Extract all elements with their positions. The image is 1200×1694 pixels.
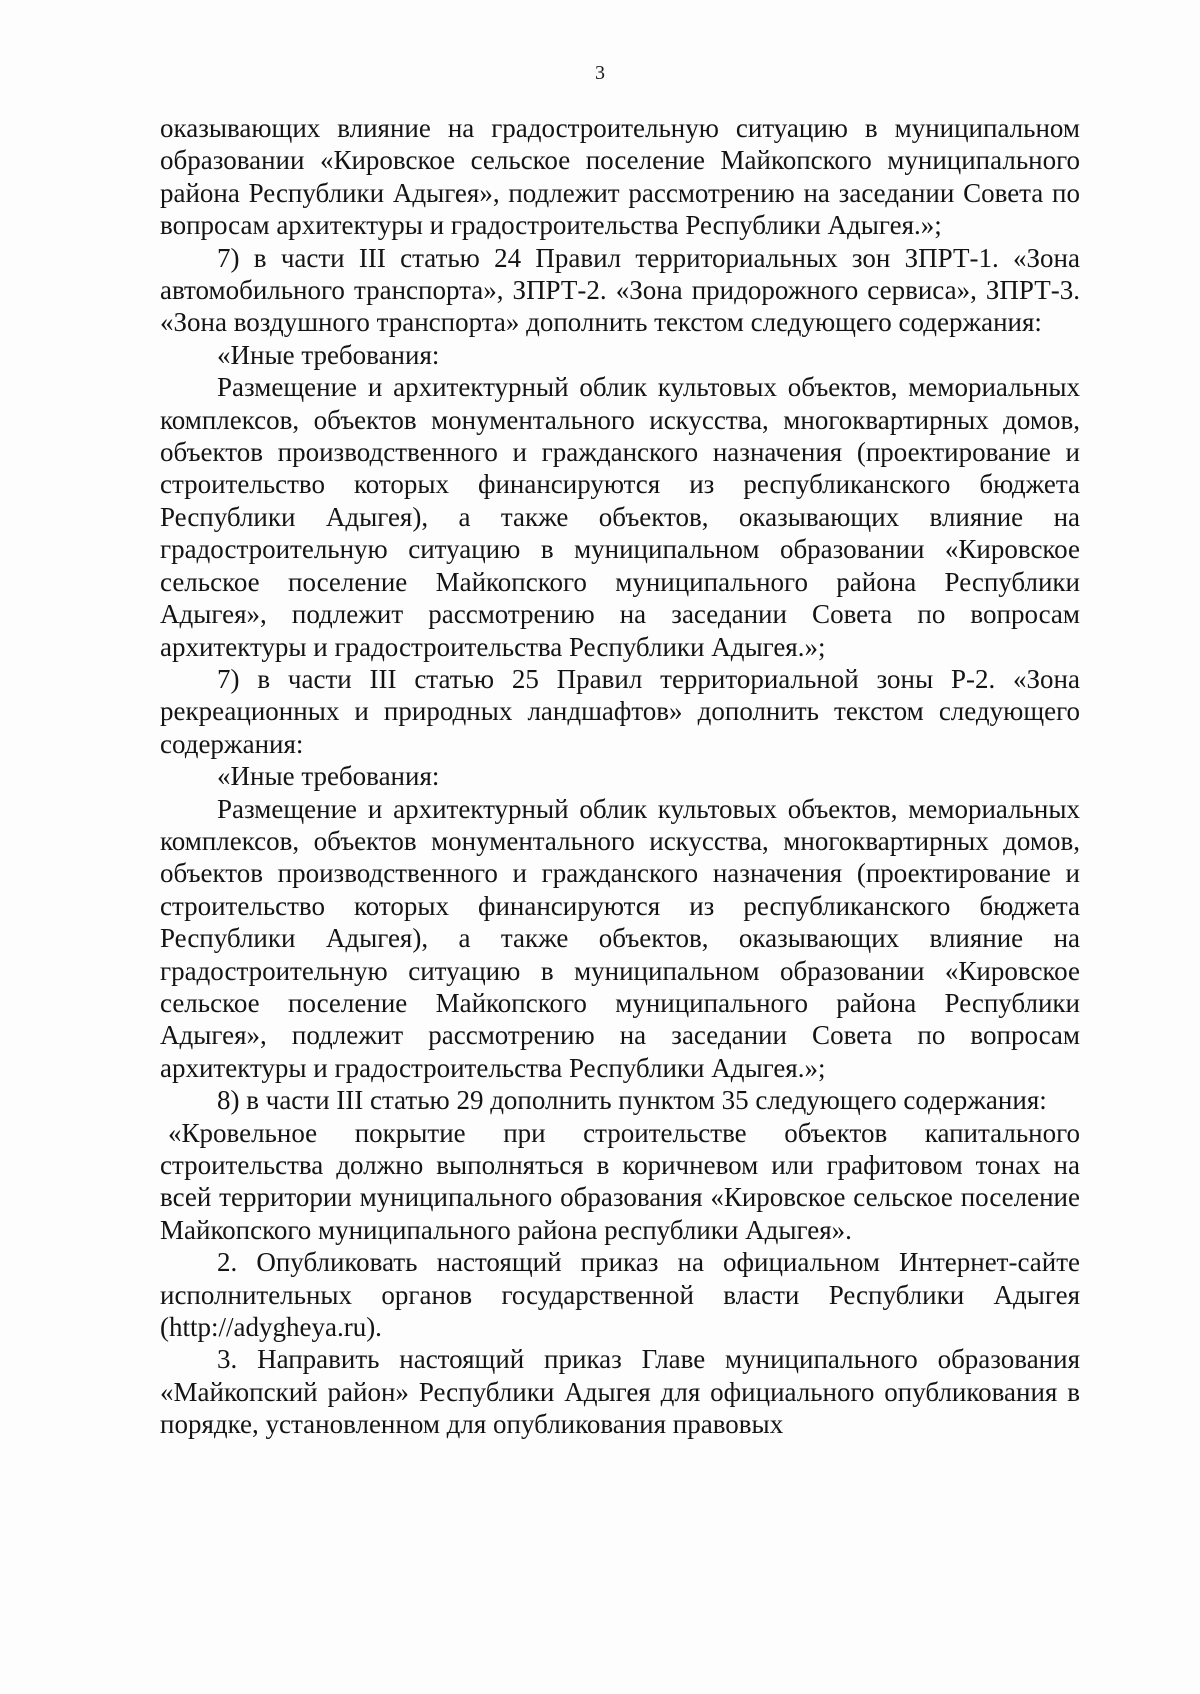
paragraph: Размещение и архитектурный облик культовых объектов, мемориальных комплексов, объектов монументального искусства, многоквартирных домов, объектов производственного и гражданского назначения (проектирование и строительство которых финансируются из республиканского бюджета Республики Адыгея), а также объектов, оказывающих влияние на градостроительную ситуацию в муниципальном образовании «Кировское сельское поселение Майкопского муниципального района Республики Адыгея», подлежит рассмотрению на заседании Совета по вопросам архитектуры и градостроительства Республики Адыгея.»;: [160, 793, 1080, 1083]
paragraph: «Иные требования:: [217, 761, 440, 792]
paragraph: оказывающих влияние на градостроительную ситуацию в муниципальном образовании «Кировское сельское поселение Майкопского муниципального района Республики Адыгея», подлежит рассмотрению на заседании Совета по вопросам архитектуры и градостроительства Республики Адыгея.»;: [160, 113, 1080, 241]
paragraph: «Кровельное покрытие при строительстве объектов капитального строительства должно выполняться в коричневом или графитовом тонах на всей территории муниципального образования «Кировское сельское поселение Майкопского муниципального района республики Адыгея».: [160, 1117, 1080, 1245]
paragraph: 2. Опубликовать настоящий приказ на официальном Интернет-сайте исполнительных органов государственной власти Республики Адыгея (http://adygheya.ru).: [160, 1247, 1080, 1343]
paragraph: 8) в части III статью 29 дополнить пунктом 35 следующего содержания:: [217, 1085, 1047, 1116]
paragraph: 3. Направить настоящий приказ Главе муниципального образования «Майкопский район» Республики Адыгея для официального опубликования в порядке, установленном для опубликования правовых: [160, 1344, 1080, 1440]
paragraph: Размещение и архитектурный облик культовых объектов, мемориальных комплексов, объектов монументального искусства, многоквартирных домов, объектов производственного и гражданского назначения (проектирование и строительство которых финансируются из республиканского бюджета Республики Адыгея), а также объектов, оказывающих влияние на градостроительную ситуацию в муниципальном образовании «Кировское сельское поселение Майкопского муниципального района Республики Адыгея», подлежит рассмотрению на заседании Совета по вопросам архитектуры и градостроительства Республики Адыгея.»;: [160, 372, 1080, 662]
paragraph: 7) в части III статью 25 Правил территориальной зоны Р-2. «Зона рекреационных и природных ландшафтов» дополнить текстом следующего содержания:: [160, 663, 1080, 759]
paragraph: 7) в части III статью 24 Правил территориальных зон ЗПРТ-1. «Зона автомобильного транспорта», ЗПРТ-2. «Зона придорожного сервиса», ЗПРТ-3. «Зона воздушного транспорта» дополнить текстом следующего содержания:: [160, 242, 1080, 338]
page-number: 3: [595, 62, 605, 84]
paragraph: «Иные требования:: [217, 339, 440, 370]
document-body: [160, 112, 1080, 1441]
